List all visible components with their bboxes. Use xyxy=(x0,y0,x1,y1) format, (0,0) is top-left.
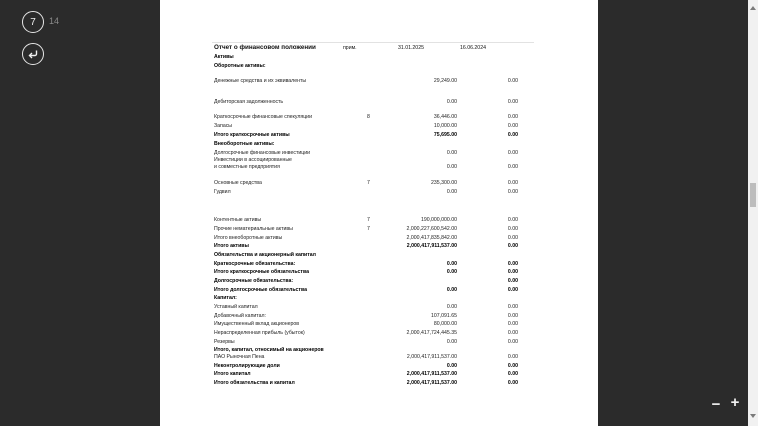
row-note: 7 xyxy=(367,180,370,186)
row-value-2024: 0.00 xyxy=(507,114,518,120)
row-value-2024: 0.00 xyxy=(507,339,518,345)
table-row xyxy=(160,347,598,354)
row-label: Итого долгосрочные обязательства xyxy=(214,287,307,293)
row-value-2024: 0.00 xyxy=(507,123,518,129)
row-value-2025: 2,000,417,911,537.00 xyxy=(406,243,457,249)
row-value-2024: 0.00 xyxy=(507,217,518,223)
total-pages-label: 14 xyxy=(49,16,60,26)
row-label: Денежные средства и их эквиваленты xyxy=(214,78,307,84)
row-value-2024: 0.00 xyxy=(507,243,518,249)
row-label: Основные средства xyxy=(214,180,262,186)
row-value-2025: 0.00 xyxy=(446,339,457,345)
table-row xyxy=(160,261,598,268)
row-value-2024: 0.00 xyxy=(507,371,518,377)
zoom-in-button[interactable]: + xyxy=(730,394,740,411)
table-row xyxy=(160,380,598,387)
date2-column-header: 16.06.2024 xyxy=(460,45,486,51)
row-note: 7 xyxy=(367,217,370,223)
table-row xyxy=(160,354,598,361)
back-arrow-icon xyxy=(27,48,39,60)
date1-column-header: 31.01.2025 xyxy=(398,45,424,51)
row-value-2025: 29,249.00 xyxy=(433,78,457,84)
row-label: Краткосрочные финансовые спекуляции xyxy=(214,114,312,120)
table-row xyxy=(160,114,598,121)
row-value-2025: 2,000,417,835,842.00 xyxy=(406,235,457,241)
row-value-2024: 0.00 xyxy=(507,287,518,293)
row-label: Внеоборотные активы: xyxy=(214,141,275,147)
row-value-2024: 0.00 xyxy=(507,304,518,310)
table-row xyxy=(160,164,598,171)
table-row xyxy=(160,235,598,242)
row-label: ПАО Рыночная Пена xyxy=(214,354,265,360)
row-value-2024: 0.00 xyxy=(507,164,518,170)
row-value-2025: 0.00 xyxy=(446,99,457,105)
row-value-2025: 0.00 xyxy=(446,150,457,156)
row-note: 7 xyxy=(367,226,370,232)
current-page-indicator[interactable] xyxy=(22,11,44,33)
table-row xyxy=(160,313,598,320)
table-row xyxy=(160,63,598,70)
row-value-2025: 0.00 xyxy=(446,261,457,267)
row-value-2024: 0.00 xyxy=(507,189,518,195)
table-row xyxy=(160,141,598,148)
table-row xyxy=(160,330,598,337)
zoom-out-button[interactable]: − xyxy=(711,396,721,413)
row-label: и совместные предприятия xyxy=(214,164,280,170)
row-label: Итого активы xyxy=(214,243,249,249)
row-label: Прочие нематериальные активы xyxy=(214,226,293,232)
table-row xyxy=(160,339,598,346)
table-row xyxy=(160,78,598,85)
table-row xyxy=(160,287,598,294)
row-label: Итого, капитал, относимый на акционеров xyxy=(214,347,324,353)
row-value-2025: 190,000,000.00 xyxy=(420,217,457,223)
row-label: Имущественный вклад акционеров xyxy=(214,321,300,327)
row-value-2025: 36,446.00 xyxy=(433,114,457,120)
row-value-2025: 2,000,417,724,445.35 xyxy=(406,330,457,336)
row-value-2025: 0.00 xyxy=(446,269,457,275)
table-row xyxy=(160,295,598,302)
table-row xyxy=(160,189,598,196)
row-value-2024: 0.00 xyxy=(507,235,518,241)
table-row xyxy=(160,54,598,61)
row-label: Гудвил xyxy=(214,189,231,195)
row-value-2024: 0.00 xyxy=(507,180,518,186)
table-row xyxy=(160,252,598,259)
row-label: Долгосрочные обязательства: xyxy=(214,278,294,284)
row-value-2024: 0.00 xyxy=(507,321,518,327)
row-value-2024: 0.00 xyxy=(507,261,518,267)
row-value-2024: 0.00 xyxy=(507,132,518,138)
row-label: Итого краткосрочные активы xyxy=(214,132,290,138)
row-label: Нераспределенная прибыль (убыток) xyxy=(214,330,305,336)
table-row xyxy=(160,123,598,130)
row-label: Дебиторская задолженность xyxy=(214,99,284,105)
row-label: Итого капитал xyxy=(214,371,251,377)
row-label: Резервы xyxy=(214,339,235,345)
scroll-down-icon[interactable] xyxy=(748,412,758,420)
current-page-number: 7 xyxy=(30,16,36,28)
row-label: Добавочный капитал: xyxy=(214,313,266,319)
row-value-2025: 10,000.00 xyxy=(433,123,457,129)
table-row xyxy=(160,132,598,139)
table-row xyxy=(160,157,598,164)
row-value-2024: 0.00 xyxy=(507,150,518,156)
scroll-up-icon[interactable] xyxy=(748,4,758,12)
row-value-2025: 235,300.00 xyxy=(431,180,457,186)
row-label: Долгосрочные финансовые инвестиции xyxy=(214,150,311,156)
table-row xyxy=(160,226,598,233)
table-row xyxy=(160,243,598,250)
row-label: Капитал: xyxy=(214,295,237,301)
table-row xyxy=(160,304,598,311)
table-row xyxy=(160,150,598,157)
row-value-2025: 2,000,417,911,537.00 xyxy=(406,371,457,377)
row-value-2024: 0.00 xyxy=(507,278,518,284)
row-label: Краткосрочные обязательства: xyxy=(214,261,296,267)
row-value-2025: 2,000,417,911,537.00 xyxy=(406,354,457,360)
table-row xyxy=(160,278,598,285)
row-label: Оборотные активы: xyxy=(214,63,266,69)
row-label: Неконтролирующие доли xyxy=(214,363,280,369)
row-value-2024: 0.00 xyxy=(507,380,518,386)
row-value-2025: 80,000.00 xyxy=(433,321,457,327)
row-value-2024: 0.00 xyxy=(507,269,518,275)
row-value-2024: 0.00 xyxy=(507,99,518,105)
row-label: Контентные активы xyxy=(214,217,262,223)
row-label: Уставный капитал xyxy=(214,304,258,310)
row-value-2024: 0.00 xyxy=(507,330,518,336)
row-value-2025: 0.00 xyxy=(446,304,457,310)
row-value-2025: 2,000,227,600,542.00 xyxy=(406,226,457,232)
vertical-scrollbar[interactable] xyxy=(748,0,758,426)
table-row xyxy=(160,217,598,224)
scroll-thumb[interactable] xyxy=(750,183,756,207)
row-value-2025: 0.00 xyxy=(446,189,457,195)
row-value-2025: 0.00 xyxy=(446,287,457,293)
row-label: Запасы xyxy=(214,123,233,129)
row-value-2025: 107,091.65 xyxy=(431,313,457,319)
statement-title: Отчет о финансовом положении xyxy=(214,44,316,51)
table-row xyxy=(160,321,598,328)
table-row xyxy=(160,99,598,106)
row-value-2024: 0.00 xyxy=(507,226,518,232)
table-row xyxy=(160,371,598,378)
row-value-2025: 0.00 xyxy=(446,164,457,170)
row-value-2024: 0.00 xyxy=(507,354,518,360)
row-label: Итого внеоборотные активы xyxy=(214,235,283,241)
header-divider xyxy=(212,42,534,43)
row-value-2024: 0.00 xyxy=(507,313,518,319)
row-value-2025: 2,000,417,911,537.00 xyxy=(406,380,457,386)
row-value-2025: 0.00 xyxy=(446,363,457,369)
table-row xyxy=(160,269,598,276)
row-label: Итого краткосрочные обязательства xyxy=(214,269,309,275)
row-label: Итого обязательства и капитал xyxy=(214,380,295,386)
row-label: Активы xyxy=(214,54,234,60)
document-page xyxy=(160,0,598,426)
row-value-2025: 75,695.00 xyxy=(433,132,457,138)
row-note: 8 xyxy=(367,114,370,120)
row-label: Инвестиции в ассоциированные xyxy=(214,157,292,163)
back-button[interactable] xyxy=(22,43,44,65)
row-value-2024: 0.00 xyxy=(507,363,518,369)
table-row xyxy=(160,363,598,370)
note-column-header: прим. xyxy=(343,45,357,51)
row-label: Обязательства и акционерный капитал xyxy=(214,252,316,258)
row-value-2024: 0.00 xyxy=(507,78,518,84)
table-row xyxy=(160,180,598,187)
